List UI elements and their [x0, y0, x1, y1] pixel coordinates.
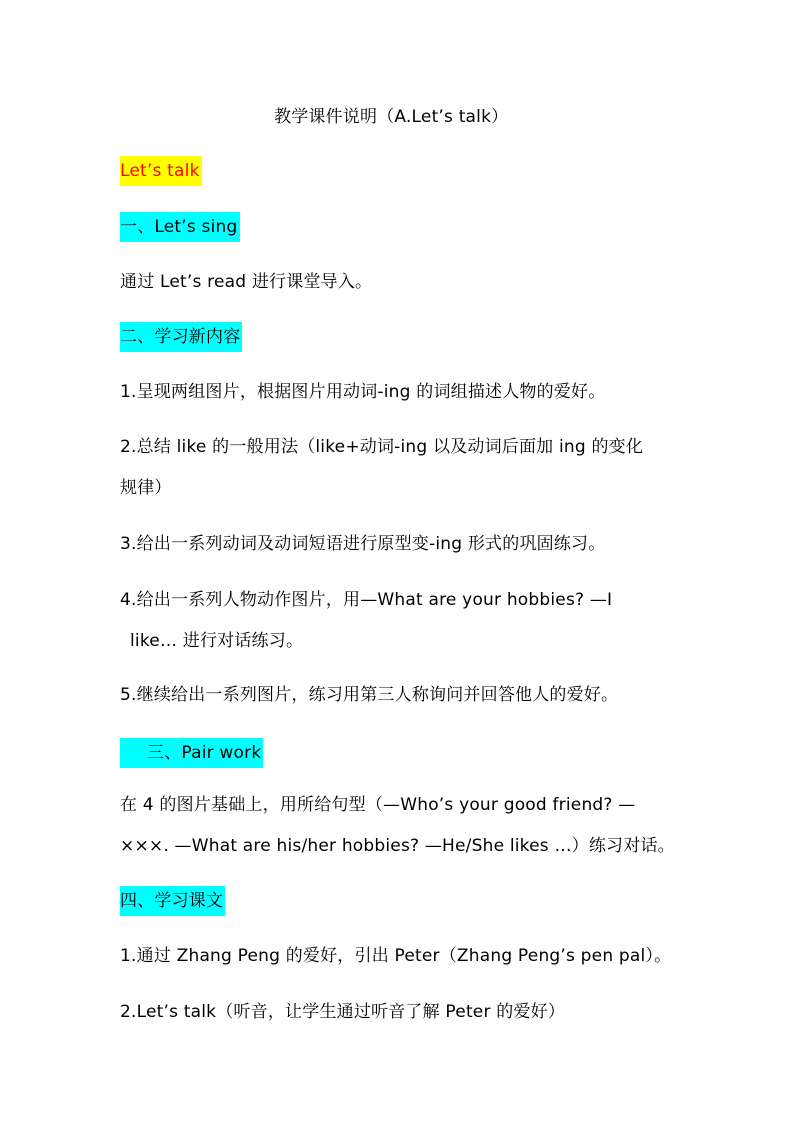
section2-item5: 5.继续给出一系列图片，练习用第三人称询问并回答他人的爱好。 — [120, 685, 619, 705]
section2-item4-line2: like… 进行对话练习。 — [130, 631, 304, 651]
section3-heading-highlight — [120, 738, 263, 768]
section4-item2: 2.Let’s talk（听音，让学生通过听音了解 Peter 的爱好） — [120, 1002, 566, 1022]
tag-line — [120, 156, 202, 186]
section2-item3: 3.给出一系列动词及动词短语进行原型变-ing 形式的巩固练习。 — [120, 534, 606, 554]
section2-item2-line1: 2.总结 like 的一般用法（like+动词-ing 以及动词后面加 ing 的变化 — [120, 437, 644, 457]
section2-item2-line2: 规律） — [120, 478, 172, 498]
section2-heading-line — [120, 322, 242, 352]
section1-heading: 一、Let’s sing — [120, 212, 240, 242]
section4-heading-line — [120, 886, 225, 916]
section3-body-line1: 在 4 的图片基础上，用所给句型（—Who’s your good friend? — — [120, 795, 636, 815]
section1-heading-line — [120, 212, 240, 242]
section1-body: 通过 Let’s read 进行课堂导入。 — [120, 272, 373, 292]
section2-item4-line1: 4.给出一系列人物动作图片，用—What are your hobbies? —I — [120, 590, 613, 610]
section3-heading-line — [120, 738, 263, 768]
section4-heading: 四、学习课文 — [120, 886, 225, 916]
document-title: 教学课件说明（A.Let’s talk） — [274, 107, 509, 127]
section4-item1: 1.通过 Zhang Peng 的爱好，引出 Peter（Zhang Peng’s pen pal）。 — [120, 946, 672, 966]
section2-item1: 1.呈现两组图片，根据图片用动词-ing 的词组描述人物的爱好。 — [120, 382, 606, 402]
section3-body-line2: ×××. —What are his/her hobbies? —He/She likes …）练习对话。 — [120, 836, 675, 856]
section3-heading: 三、Pair work — [147, 743, 262, 763]
section2-heading: 二、学习新内容 — [120, 322, 242, 352]
lets-talk-tag: Let’s talk — [120, 156, 202, 186]
